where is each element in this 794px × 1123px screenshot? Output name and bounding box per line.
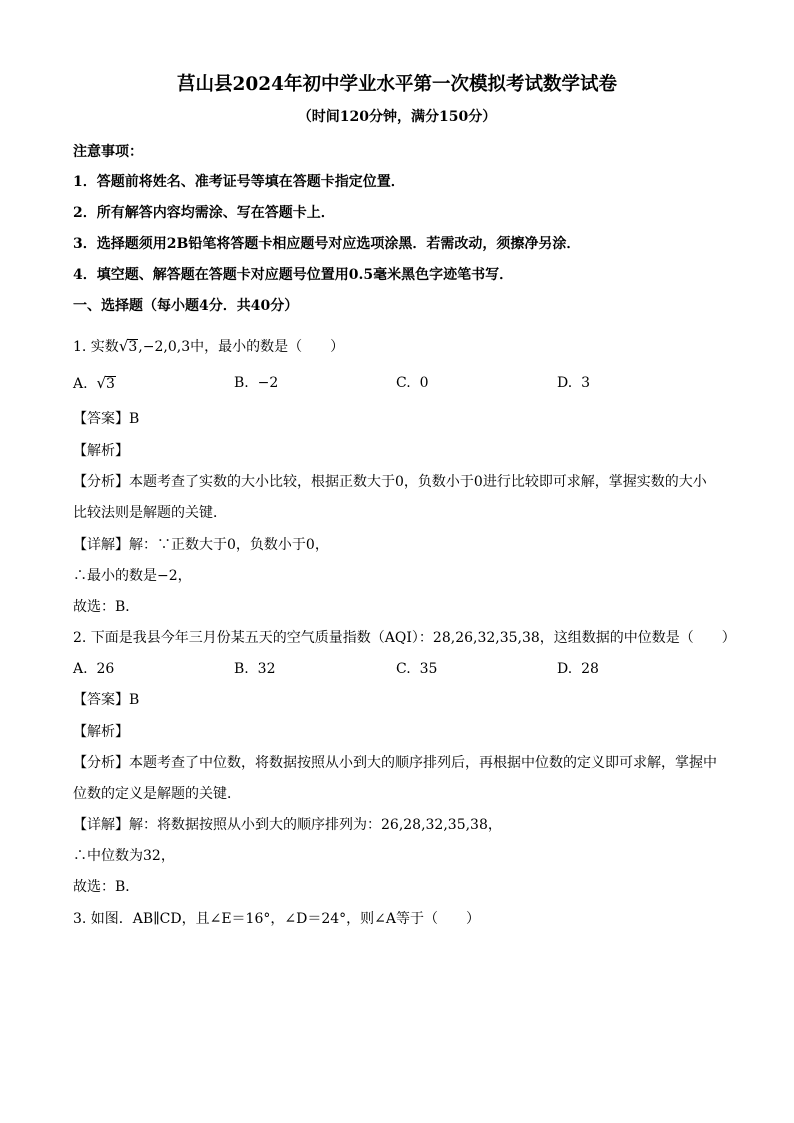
question-3-stem: 3. 如图．AB∥CD，且∠E＝16°，∠D＝24°，则∠A等于（ ）: [73, 911, 480, 927]
q1-answer: 【答案】B: [73, 411, 140, 427]
q1-sqrt-arg: 3: [128, 339, 138, 355]
q1-option-d: [557, 373, 590, 393]
option-letter: B.: [234, 661, 249, 677]
q1-list-rest: ,−2,0,3: [138, 339, 191, 355]
option-letter: C.: [396, 661, 411, 677]
q1-suffix: 中，最小的数是（ ）: [190, 339, 345, 355]
option-text: 26: [96, 661, 115, 677]
q1-option-c: [396, 373, 429, 393]
option-letter: C.: [396, 375, 411, 391]
q2-detail: 【详解】解：将数据按照从小到大的顺序排列为：26,28,32,35,38，: [73, 817, 502, 833]
q2-fenxi-line-1: 【分析】本题考查了中位数，将数据按照从小到大的顺序排列后，再根据中位数的定义即可求解，掌握中: [73, 755, 717, 771]
option-text: 3: [581, 375, 591, 391]
q2-analysis-label: 【解析】: [73, 724, 129, 740]
notice-item-1: 1．答题前将姓名、准考证号等填在答题卡指定位置．: [73, 174, 405, 190]
sqrt-symbol: √: [118, 337, 129, 355]
page-subtitle: （时间120分钟，满分150分）: [297, 109, 497, 125]
q2-option-b: [234, 659, 275, 679]
option-sqrt-arg: 3: [106, 376, 115, 392]
option-text: −2: [257, 375, 279, 391]
q2-option-a: [73, 659, 114, 679]
option-letter: A.: [73, 661, 88, 677]
question-2-stem: 2. 下面是我县今年三月份某五天的空气质量指数（AQI）：28,26,32,35,38，这组数据的中位数是（ ）: [73, 630, 736, 646]
q1-option-a: [73, 373, 116, 394]
option-text: 32: [257, 661, 276, 677]
notice-item-2: 2．所有解答内容均需涂、写在答题卡上．: [73, 205, 335, 221]
option-letter: D.: [557, 375, 573, 391]
q1-prefix: 1. 实数: [73, 339, 119, 355]
section-heading: 一、选择题（每小题4分．共40分）: [73, 298, 299, 314]
sqrt-symbol: √: [96, 374, 107, 392]
notice-item-3: 3．选择题须用2B铅笔将答题卡相应题号对应选项涂黑．若需改动，须擦净另涂．: [73, 236, 581, 252]
q1-conclusion: ∴最小的数是−2，: [73, 568, 192, 584]
q2-option-c: [396, 659, 437, 679]
q2-conclusion: ∴中位数为32，: [73, 848, 175, 864]
q1-option-b: [234, 373, 278, 393]
option-letter: A.: [73, 376, 88, 392]
q2-option-d: [557, 659, 599, 679]
q1-fenxi-line-1: 【分析】本题考查了实数的大小比较，根据正数大于0，负数小于0进行比较即可求解，掌握实数的大小: [73, 474, 707, 490]
q1-fenxi-line-2: 比较法则是解题的关键．: [73, 505, 227, 521]
notice-item-4: 4．填空题、解答题在答题卡对应题号位置用0.5毫米黑色字迹笔书写．: [73, 267, 514, 283]
q2-answer: 【答案】B: [73, 692, 140, 708]
option-text: 35: [419, 661, 438, 677]
option-text: 0: [419, 375, 429, 391]
q1-detail: 【详解】解：∵正数大于0，负数小于0，: [73, 537, 329, 553]
question-1-stem: [73, 336, 344, 357]
q2-choose: 故选：B．: [73, 879, 140, 895]
option-letter: D.: [557, 661, 573, 677]
option-letter: B.: [234, 375, 249, 391]
page-title: 莒山县2024年初中学业水平第一次模拟考试数学试卷: [177, 74, 617, 95]
q2-fenxi-line-2: 位数的定义是解题的关键．: [73, 786, 241, 802]
notice-heading: 注意事项：: [73, 144, 143, 160]
q1-choose: 故选：B．: [73, 599, 140, 615]
q1-analysis-label: 【解析】: [73, 443, 129, 459]
option-text: 28: [581, 661, 599, 677]
